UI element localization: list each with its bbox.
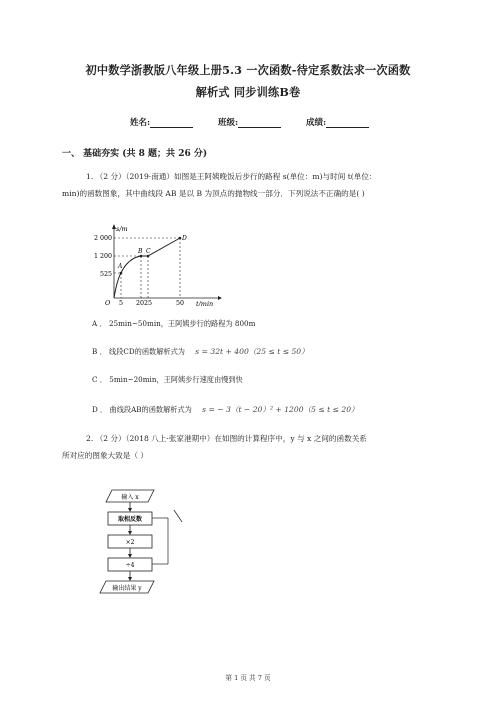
y-axis-label: s/m (116, 225, 128, 233)
class-field (218, 116, 281, 128)
q1-option-a[interactable]: A ． 25min~50min，王阿姨步行的路程为 800m (92, 319, 256, 328)
q2-stem-line2: 所对应的图象大致是（ ） (62, 451, 148, 460)
point-c (147, 255, 150, 258)
flow-step1-label: 取相反数 (117, 516, 143, 523)
score-blank (326, 118, 369, 128)
point-c-label: C (146, 248, 151, 255)
flow-step2-label: ×2 (125, 539, 135, 546)
point-b (140, 255, 143, 258)
point-d-label: D (182, 235, 187, 242)
name-field (130, 116, 193, 128)
x-axis-label: t/min (196, 300, 214, 306)
q1-option-d-text: D ． 曲线段AB的函数解析式为 (92, 405, 192, 414)
score-field (306, 116, 369, 128)
flow-side-mark (174, 510, 182, 522)
name-blank (150, 118, 193, 128)
origin-label: O (105, 299, 111, 306)
y-tick-2000: 2 000 (93, 235, 112, 242)
x-tick-25: 25 (143, 300, 153, 306)
x-tick-5: 5 (118, 300, 124, 306)
q1-stem-line1: 1. （2 分）（2019·南通）如图是王阿姨晚饭后步行的路程 s(单位：m)与时间 t(单位： (86, 172, 377, 181)
graph-curve (114, 238, 180, 298)
score-label: 成绩: (306, 118, 327, 128)
name-label: 姓名: (130, 118, 151, 128)
q1-graph (84, 220, 224, 306)
y-tick-525: 525 (99, 271, 112, 278)
q1-option-d[interactable] (92, 404, 359, 415)
section-heading: 一、 基础夯实 (共 8 题；共 26 分) (62, 149, 208, 159)
x-tick-50: 50 (175, 300, 185, 306)
q1-option-b[interactable] (92, 346, 309, 357)
doc-title-line2: 解析式 同步训练B卷 (195, 85, 301, 99)
flow-output-label: 输出结果 y (112, 585, 142, 592)
point-a (120, 272, 123, 275)
x-tick-20: 20 (135, 300, 145, 306)
point-b-label: B (138, 248, 143, 255)
y-tick-1200: 1 200 (93, 253, 112, 260)
point-a-label: A (118, 263, 123, 270)
point-d (179, 237, 182, 240)
flow-input-label: 输入 x (121, 494, 139, 501)
x-axis-arrow (218, 296, 222, 300)
doc-title-line1: 初中数学浙教版八年级上册5.3 一次函数-待定系数法求一次函数 (85, 63, 411, 77)
q1-option-b-text: B ． 线段CD的函数解析式为 (92, 347, 185, 356)
q1-option-c[interactable]: C ． 5min~20min，王阿姨步行速度由慢到快 (92, 375, 243, 384)
flow-step3-label: ÷4 (125, 562, 135, 569)
class-blank (238, 118, 281, 128)
q1-stem-line2: min)的函数图象，其中曲线段 AB 是以 B 为顶点的抛物线一部分．下列说法不正确的是( ) (62, 189, 365, 198)
page-footer: 第 1 页 共 7 页 (225, 674, 271, 682)
class-label: 班级: (218, 118, 239, 128)
q1-option-b-formula: s = 32t + 400（25 ≤ t ≤ 50） (195, 347, 309, 356)
q2-flowchart (90, 488, 190, 598)
q2-stem-line1: 2. （2 分）（2018 八上·张家港期中）在如图的计算程序中，y 与 x 之间的函数关系 (86, 434, 367, 443)
q1-option-d-formula: s = − 3（t − 20）² + 1200（5 ≤ t ≤ 20） (202, 405, 359, 414)
